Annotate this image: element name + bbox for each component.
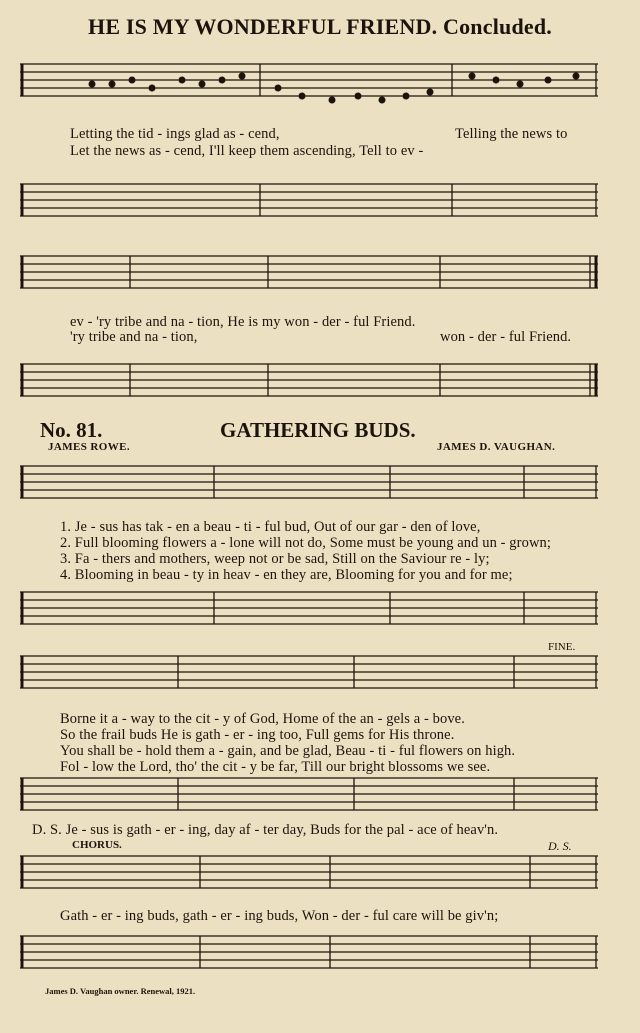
staff-system-2-treble — [20, 252, 600, 292]
composer-credit: JAMES D. VAUGHAN. — [437, 441, 556, 453]
staff-system-3-bass — [20, 588, 600, 628]
verse-3-line-a: 3. Fa - thers and mothers, weep not or be sad, Still on the Saviour re - ly; — [60, 551, 490, 567]
hymn-number: No. 81. — [40, 418, 103, 442]
staff-system-5-bass — [20, 932, 600, 972]
verse-1-line-a: 1. Je - sus has tak - en a beau - ti - ful bud, Out of our gar - den of love, — [60, 519, 481, 535]
chorus-lyric-line: Gath - er - ing buds, gath - er - ing buds, Won - der - ful care will be giv'n; — [60, 908, 499, 924]
verse-1-line-b: Borne it a - way to the cit - y of God, Home of the an - gels a - bove. — [60, 711, 465, 727]
staff-system-2-bass — [20, 360, 600, 400]
ds-lyric-line: D. S. Je - sus is gath - er - ing, day af - ter day, Buds for the pal - ace of heav'n. — [32, 822, 499, 838]
system-1-lyric-line-1b: Telling the news to — [455, 126, 568, 142]
verse-2-line-a: 2. Full blooming flowers a - lone will not do, Some must be young and un - grown; — [60, 535, 551, 551]
staff-system-5-treble — [20, 852, 600, 896]
staff-system-4-treble — [20, 652, 600, 694]
staff-system-1-bass — [20, 180, 600, 220]
hymn-title: GATHERING BUDS. — [220, 418, 416, 442]
system-1-lyric-line-2: Let the news as - cend, I'll keep them ascending, Tell to ev - — [70, 143, 424, 159]
verse-4-line-b: Fol - low the Lord, tho' the cit - y be far, Till our bright blossoms we see. — [60, 759, 491, 775]
lyricist-credit: JAMES ROWE. — [48, 441, 131, 453]
copyright-footer: James D. Vaughan owner. Renewal, 1921. — [45, 986, 196, 996]
system-2-lyric-line-2b: won - der - ful Friend. — [440, 329, 572, 345]
verse-4-line-a: 4. Blooming in beau - ty in heav - en they are, Blooming for you and for me; — [60, 567, 513, 583]
system-2-lyric-line-1: ev - 'ry tribe and na - tion, He is my won - der - ful Friend. — [70, 314, 416, 330]
verse-2-line-b: So the frail buds He is gath - er - ing too, Full gems for His throne. — [60, 727, 455, 743]
ds-marking: D. S. — [548, 839, 572, 853]
fine-marking: FINE. — [548, 641, 576, 653]
staff-system-4-bass — [20, 774, 600, 814]
system-2-lyric-line-2: 'ry tribe and na - tion, — [70, 329, 198, 345]
staff-system-1-treble — [20, 60, 600, 110]
chorus-label: CHORUS. — [72, 839, 122, 851]
verse-3-line-b: You shall be - hold them a - gain, and be glad, Beau - ti - ful flowers on high. — [60, 743, 516, 759]
page-title: HE IS MY WONDERFUL FRIEND. Concluded. — [88, 14, 552, 39]
system-1-lyric-line-1: Letting the tid - ings glad as - cend, — [70, 126, 280, 142]
staff-system-3-treble — [20, 462, 600, 504]
